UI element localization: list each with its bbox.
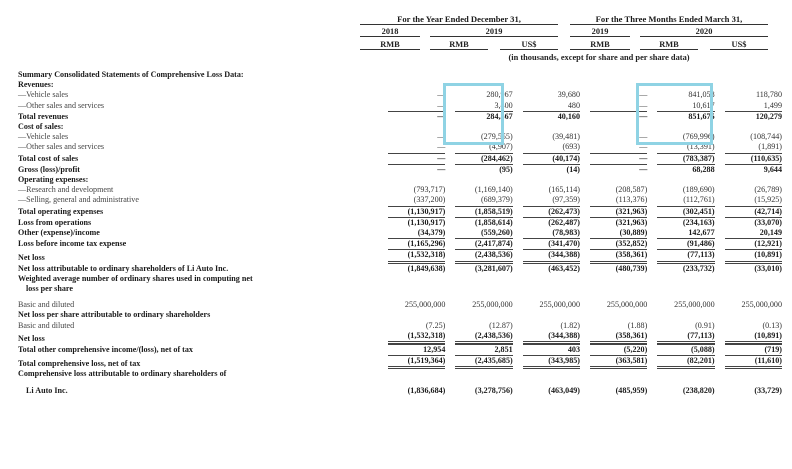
cell-value: 10,617 [692, 100, 715, 110]
cell-value: (344,388) [523, 249, 580, 263]
cell-value: (262,487) [523, 217, 580, 228]
cell-value: — [639, 90, 648, 100]
cell-value: (1.82) [560, 320, 580, 330]
cell-value: (234,163) [657, 217, 714, 228]
table-row [18, 264, 782, 274]
cell-value [455, 175, 512, 185]
cell-value: (321,963) [590, 217, 647, 228]
cell-value [657, 70, 714, 80]
cell-value: (97,359) [552, 195, 580, 205]
cell-value: (189,690) [682, 185, 715, 195]
cell-value: 142,677 [688, 228, 715, 238]
cell-value: 255,000,000 [404, 300, 446, 310]
cell-value [590, 70, 647, 80]
cell-value [523, 284, 580, 294]
cell-value: (5,220) [590, 344, 647, 355]
cell-value: (321,963) [590, 206, 647, 217]
cell-value: (233,732) [682, 263, 715, 273]
cell-value: (559,260) [480, 228, 513, 238]
row-label: Weighted average number of ordinary shares used in computing net [18, 273, 253, 283]
cell-value: (337,200) [413, 195, 446, 205]
cell-value: (13,391) [686, 142, 715, 152]
cell-value: — [437, 142, 446, 152]
cell-value: (40,174) [523, 153, 580, 164]
table-row [18, 274, 782, 284]
cell-value: 20,149 [759, 228, 782, 238]
cell-value: 255,000,000 [539, 300, 580, 310]
row-label: Cost of sales: [18, 122, 64, 132]
cell-value: 851,675 [657, 111, 714, 122]
cell-value: (3,278,756) [474, 385, 513, 395]
cell-value: (358,361) [590, 331, 647, 344]
cell-value: (344,388) [523, 331, 580, 344]
cell-value: (480,739) [615, 263, 648, 273]
cell-value [590, 175, 647, 185]
cell-value: (0.13) [762, 320, 782, 330]
cell-value [388, 80, 445, 90]
cell-value: (1,519,364) [388, 355, 445, 369]
cell-value: (7.25) [425, 320, 446, 330]
cell-value: 9,644 [725, 164, 782, 175]
row-label: Net loss per share attributable to ordinary shareholders [18, 310, 211, 320]
table-row [18, 355, 782, 369]
cell-value: (1,169,140) [474, 185, 513, 195]
row-label: Net loss [18, 333, 45, 343]
row-label: Gross (loss)/profit [18, 164, 80, 174]
cell-value: — [437, 132, 446, 142]
unit-note: (in thousands, except for share and per share data) [508, 53, 690, 62]
cell-value: 39,680 [557, 90, 580, 100]
row-label: Operating expenses: [18, 175, 89, 185]
row-label: Loss from operations [18, 217, 92, 227]
cell-value: — [639, 132, 648, 142]
cell-value: (1,165,296) [388, 238, 445, 249]
cell-value [455, 284, 512, 294]
cell-value [657, 310, 714, 320]
cell-value: (112,761) [683, 195, 715, 205]
cell-value: (352,852) [590, 238, 647, 249]
cell-value [455, 274, 512, 284]
cell-value: (0.91) [695, 320, 715, 330]
cell-value: (77,113) [657, 249, 714, 263]
cell-value: — [437, 90, 446, 100]
cell-value [725, 284, 782, 294]
header-currency-6: US$ [710, 40, 768, 50]
cell-value [388, 274, 445, 284]
header-year-2020-quarter: 2020 [640, 27, 768, 37]
table-row [18, 284, 782, 294]
cell-value [657, 274, 714, 284]
cell-value: (363,581) [590, 355, 647, 369]
cell-value [523, 369, 580, 379]
cell-value: (91,486) [657, 238, 714, 249]
cell-value: (1,130,917) [388, 217, 445, 228]
row-label: Revenues: [18, 80, 54, 90]
header-currency-2: RMB [430, 40, 488, 50]
cell-value: (108,744) [750, 132, 782, 142]
cell-value [523, 175, 580, 185]
row-label: Total other comprehensive income/(loss), net of tax [18, 345, 193, 355]
table-row [18, 217, 782, 228]
cell-value [725, 70, 782, 80]
cell-value: (12.87) [489, 320, 513, 330]
cell-value [657, 284, 714, 294]
cell-value: — [639, 100, 648, 110]
highlight-box-2020-revenues [636, 83, 713, 145]
table-row [18, 238, 782, 249]
cell-value [590, 274, 647, 284]
table-row [18, 206, 782, 217]
table-row [18, 228, 782, 238]
highlight-box-2019-revenues [443, 83, 504, 145]
cell-value: 280,967 [486, 90, 513, 100]
row-label: Net loss [18, 253, 45, 263]
row-label: Basic and diluted [18, 300, 75, 310]
row-label: Other (expense)/income [18, 228, 100, 238]
cell-value: (33,010) [754, 263, 782, 273]
cell-value: (341,470) [523, 238, 580, 249]
cell-value [725, 122, 782, 132]
cell-value: (279,555) [480, 132, 513, 142]
header-three-months-ended: For the Three Months Ended March 31, [570, 14, 768, 25]
cell-value [455, 70, 512, 80]
cell-value: (1,130,917) [388, 206, 445, 217]
header-currency-5: RMB [640, 40, 698, 50]
row-label: Li Auto Inc. [26, 385, 68, 395]
cell-value [725, 175, 782, 185]
cell-value: 12,954 [388, 344, 445, 355]
header-year-ended: For the Year Ended December 31, [360, 14, 558, 25]
cell-value [725, 369, 782, 379]
cell-value: (2,435,685) [455, 355, 512, 369]
row-label: —Other sales and services [18, 142, 105, 152]
table-row [18, 175, 782, 185]
cell-value: (33,070) [725, 217, 782, 228]
table-row [18, 310, 782, 320]
row-label: Total revenues [18, 111, 69, 121]
cell-value: (165,114) [548, 185, 580, 195]
row-label: Total operating expenses [18, 206, 104, 216]
table-row [18, 331, 782, 344]
cell-value: (33,729) [754, 385, 782, 395]
cell-value: (113,376) [615, 195, 648, 205]
row-label: loss per share [26, 284, 73, 294]
header-year-2019-quarter: 2019 [570, 27, 630, 37]
cell-value: (1,532,318) [388, 331, 445, 344]
cell-value [523, 70, 580, 80]
header-currency-3: US$ [500, 40, 558, 50]
cell-value: (783,387) [657, 153, 714, 164]
cell-value: — [590, 111, 647, 122]
cell-value [725, 310, 782, 320]
cell-value: 255,000,000 [674, 300, 715, 310]
cell-value: (95) [455, 164, 512, 175]
cell-value [725, 274, 782, 284]
cell-value: (15,925) [754, 195, 782, 205]
cell-value: (1,858,519) [455, 206, 512, 217]
cell-value: (12,921) [725, 238, 782, 249]
cell-value: (4,907) [489, 142, 513, 152]
cell-value: (302,451) [657, 206, 714, 217]
table-row [18, 300, 782, 310]
cell-value: (3,281,607) [474, 263, 513, 273]
row-label: Total comprehensive loss, net of tax [18, 359, 141, 369]
table-row [18, 369, 782, 379]
header-currency-4: RMB [570, 40, 630, 50]
cell-value: (358,361) [590, 249, 647, 263]
cell-value: (2,438,536) [455, 331, 512, 344]
cell-value: 120,279 [725, 111, 782, 122]
cell-value: (1,858,614) [455, 217, 512, 228]
cell-value: (11,610) [725, 355, 782, 369]
table-row [18, 164, 782, 175]
cell-value: (769,996) [682, 132, 715, 142]
cell-value: 480 [567, 100, 580, 110]
row-label: Basic and diluted [18, 320, 75, 330]
cell-value: (693) [562, 142, 580, 152]
cell-value: (78,983) [552, 228, 580, 238]
cell-value: (262,473) [523, 206, 580, 217]
cell-value: (463,452) [548, 263, 580, 273]
header-year-2018: 2018 [360, 27, 420, 37]
table-row [18, 386, 782, 396]
cell-value [388, 369, 445, 379]
cell-value: (1,849,638) [407, 263, 446, 273]
cell-value: 40,160 [523, 111, 580, 122]
table-row [18, 70, 782, 80]
header-currency-1: RMB [360, 40, 420, 50]
cell-value [657, 369, 714, 379]
cell-value: (1,891) [758, 142, 782, 152]
cell-value [455, 369, 512, 379]
cell-value: (1,836,684) [407, 385, 446, 395]
cell-value: (110,635) [725, 153, 782, 164]
cell-value: (82,201) [657, 355, 714, 369]
table-row [18, 344, 782, 355]
cell-value: 1,499 [763, 100, 782, 110]
cell-value: (1.88) [627, 320, 648, 330]
cell-value [725, 80, 782, 90]
row-label: Loss before income tax expense [18, 239, 127, 249]
cell-value: (42,714) [725, 206, 782, 217]
table-row [18, 153, 782, 164]
cell-value: (238,820) [682, 385, 715, 395]
cell-value [388, 310, 445, 320]
cell-value: 3,400 [494, 100, 513, 110]
cell-value: (793,717) [413, 185, 446, 195]
cell-value: (77,113) [657, 331, 714, 344]
cell-value: (10,891) [725, 249, 782, 263]
row-label: —Research and development [18, 185, 114, 195]
cell-value [455, 310, 512, 320]
cell-value: (26,789) [754, 185, 782, 195]
cell-value: — [590, 164, 647, 175]
cell-value: (14) [523, 164, 580, 175]
cell-value: (10,891) [725, 331, 782, 344]
cell-value: (1,532,318) [388, 249, 445, 263]
cell-value [523, 274, 580, 284]
table-row [18, 321, 782, 331]
cell-value: — [388, 153, 445, 164]
cell-value: 255,000,000 [606, 300, 648, 310]
cell-value: 284,367 [455, 111, 512, 122]
cell-value [523, 80, 580, 90]
cell-value: (34,379) [417, 228, 446, 238]
cell-value: (463,049) [548, 385, 580, 395]
cell-value: (208,587) [615, 185, 648, 195]
cell-value [388, 175, 445, 185]
table-row [18, 249, 782, 263]
cell-value: (284,462) [455, 153, 512, 164]
cell-value [523, 122, 580, 132]
cell-value: (485,959) [615, 385, 648, 395]
cell-value: 68,288 [657, 164, 714, 175]
cell-value: 255,000,000 [472, 300, 513, 310]
cell-value [590, 284, 647, 294]
cell-value: (343,985) [523, 355, 580, 369]
row-label: —Selling, general and administrative [18, 195, 139, 205]
cell-value: 2,851 [455, 344, 512, 355]
cell-value: (689,379) [480, 195, 513, 205]
row-label: —Vehicle sales [18, 132, 69, 142]
cell-value: — [388, 164, 445, 175]
cell-value: 841,058 [688, 90, 715, 100]
cell-value [523, 310, 580, 320]
row-label: Net loss attributable to ordinary shareholders of Li Auto Inc. [18, 263, 229, 273]
header-year-2019-annual: 2019 [430, 27, 558, 37]
cell-value [388, 284, 445, 294]
cell-value: — [388, 111, 445, 122]
cell-value [388, 122, 445, 132]
cell-value: (719) [725, 344, 782, 355]
cell-value: (5,088) [657, 344, 714, 355]
row-label: Total cost of sales [18, 153, 79, 163]
cell-value: — [590, 153, 647, 164]
cell-value [657, 175, 714, 185]
cell-value [388, 70, 445, 80]
table-row [18, 195, 782, 205]
cell-value: 255,000,000 [741, 300, 782, 310]
row-label: Comprehensive loss attributable to ordinary shareholders of [18, 369, 227, 379]
cell-value: 403 [523, 344, 580, 355]
cell-value: — [437, 100, 446, 110]
cell-value: (30,889) [619, 228, 648, 238]
cell-value: 118,780 [755, 90, 782, 100]
cell-value: (2,417,874) [455, 238, 512, 249]
cell-value [590, 369, 647, 379]
row-label: Summary Consolidated Statements of Comprehensive Loss Data: [18, 70, 244, 79]
table-row [18, 185, 782, 195]
cell-value: — [639, 142, 648, 152]
cell-value [590, 310, 647, 320]
cell-value: (39,481) [552, 132, 580, 142]
row-label: —Other sales and services [18, 100, 105, 110]
row-label: —Vehicle sales [18, 90, 69, 100]
cell-value: (2,438,536) [455, 249, 512, 263]
